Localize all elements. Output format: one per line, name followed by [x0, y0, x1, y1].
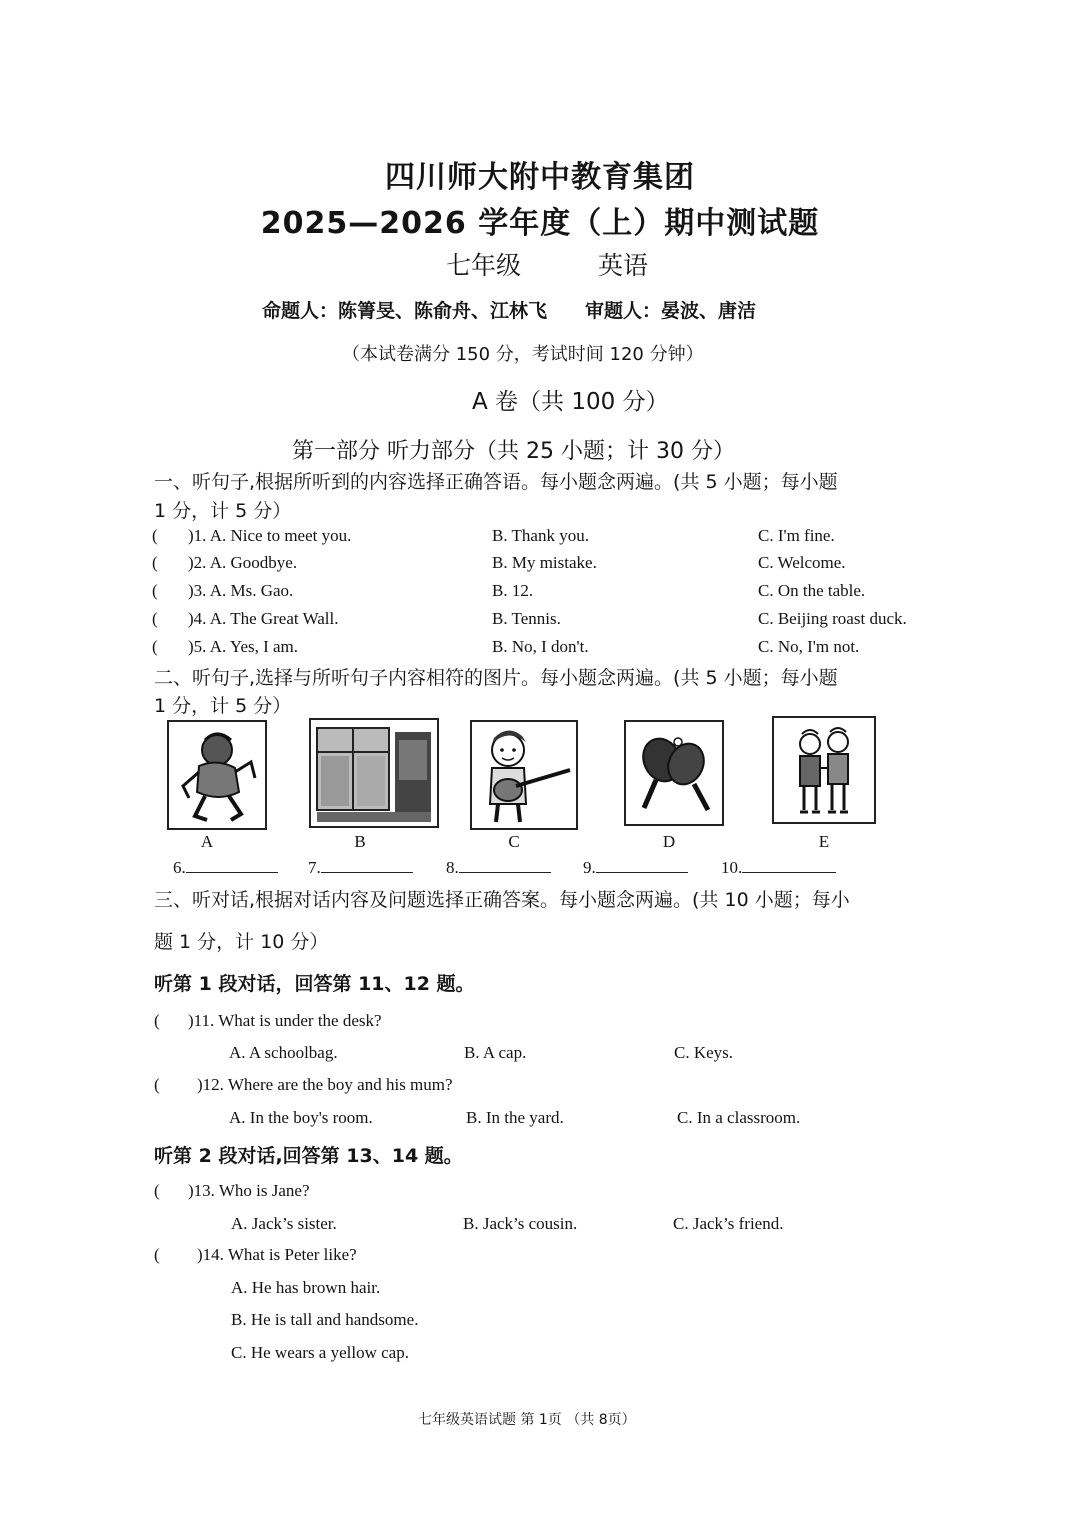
q13-stem: )13. Who is Jane? [188, 1181, 310, 1200]
boy-guitar-icon [472, 722, 576, 828]
q1-option-b: B. Thank you. [492, 526, 589, 545]
section3-instruction: 三、听对话,根据对话内容及问题选择正确答案。每小题念两遍。(共 10 小题；每小 [154, 889, 850, 911]
dialog2-title: 听第 2 段对话,回答第 13、14 题。 [154, 1145, 463, 1167]
page-footer: 七年级英语试题 第 1页 （共 8页） [418, 1412, 636, 1428]
q2-option-b: B. My mistake. [492, 553, 597, 572]
dancing-person-icon [169, 722, 265, 828]
q11-option-b: B. A cap. [464, 1043, 527, 1062]
paper-a-title: A 卷（共 100 分） [472, 389, 669, 415]
picture-e-label: E [818, 832, 830, 851]
picture-e [772, 716, 876, 824]
answer-blank-8[interactable] [446, 858, 551, 878]
section2-instruction: 二、听句子,选择与所听句子内容相符的图片。每小题念两遍。(共 5 小题；每小题 [154, 667, 838, 689]
q2-option-c: C. Welcome. [758, 553, 846, 572]
q2-option-a: )2. A. Goodbye. [188, 553, 298, 572]
blank-number: 10. [721, 858, 743, 877]
picture-c [470, 720, 578, 830]
dialog1-title: 听第 1 段对话，回答第 11、12 题。 [154, 973, 475, 995]
q12-option-c: C. In a classroom. [677, 1108, 801, 1127]
q5-option-b: B. No, I don't. [492, 637, 589, 656]
answer-paren[interactable]: ( [152, 553, 158, 572]
exam-note: （本试卷满分 150 分，考试时间 120 分钟） [342, 344, 704, 365]
q12-option-a: A. In the boy's room. [229, 1108, 373, 1127]
q13-option-b: B. Jack’s cousin. [463, 1214, 578, 1233]
section1-instruction: 一、听句子,根据所听到的内容选择正确答语。每小题念两遍。(共 5 小题；每小题 [154, 471, 838, 493]
q4-option-a: )4. A. The Great Wall. [188, 609, 339, 628]
answer-paren[interactable]: ( [154, 1181, 160, 1200]
picture-b [309, 718, 439, 828]
picture-a [167, 720, 267, 830]
q5-option-a: )5. A. Yes, I am. [188, 637, 299, 656]
section2-instruction-cont: 1 分，计 5 分） [154, 695, 292, 717]
q12-option-b: B. In the yard. [466, 1108, 564, 1127]
q3-option-a: )3. A. Ms. Gao. [188, 581, 294, 600]
q11-option-c: C. Keys. [674, 1043, 734, 1062]
subject-label: 英语 [598, 251, 649, 280]
picture-d-label: D [662, 832, 676, 851]
blank-number: 6. [173, 858, 186, 877]
q3-option-c: C. On the table. [758, 581, 866, 600]
answer-paren[interactable]: ( [152, 581, 158, 600]
ping-pong-paddles-icon [626, 722, 722, 824]
q13-option-a: A. Jack’s sister. [231, 1214, 337, 1233]
q14-option-c: C. He wears a yellow cap. [231, 1343, 409, 1362]
q3-option-b: B. 12. [492, 581, 534, 600]
part-one-title: 第一部分 听力部分（共 25 小题；计 30 分） [292, 439, 735, 464]
q1-option-a: )1. A. Nice to meet you. [188, 526, 352, 545]
section1-instruction-cont: 1 分，计 5 分） [154, 500, 292, 522]
picture-d [624, 720, 724, 826]
q11-stem: )11. What is under the desk? [188, 1011, 382, 1030]
q4-option-c: C. Beijing roast duck. [758, 609, 907, 628]
answer-paren[interactable]: ( [154, 1245, 160, 1264]
blank-number: 7. [308, 858, 321, 877]
q5-option-c: C. No, I'm not. [758, 637, 860, 656]
q4-option-b: B. Tennis. [492, 609, 561, 628]
school-name: 四川师大附中教育集团 [385, 160, 695, 195]
section3-instruction-cont: 题 1 分，计 10 分） [154, 931, 329, 953]
q14-stem: )14. What is Peter like? [197, 1245, 357, 1264]
two-people-icon [774, 718, 874, 822]
q12-stem: )12. Where are the boy and his mum? [197, 1075, 453, 1094]
answer-blank-10[interactable] [721, 858, 836, 878]
answer-paren[interactable]: ( [154, 1075, 160, 1094]
grade-label: 七年级 [446, 251, 522, 280]
answer-blank-7[interactable] [308, 858, 413, 878]
picture-a-label: A [200, 832, 214, 851]
answer-paren[interactable]: ( [154, 1011, 160, 1030]
answer-blank-9[interactable] [583, 858, 688, 878]
answer-paren[interactable]: ( [152, 609, 158, 628]
answer-paren[interactable]: ( [152, 637, 158, 656]
exam-title: 2025—2026 学年度（上）期中测试题 [260, 206, 820, 241]
room-window-icon [311, 720, 437, 826]
picture-b-label: B [354, 832, 366, 851]
q14-option-a: A. He has brown hair. [231, 1278, 381, 1297]
authors-line: 命题人：陈箐旻、陈俞舟、江林飞 审题人：晏波、唐洁 [262, 300, 757, 322]
picture-c-label: C [508, 832, 520, 851]
q13-option-c: C. Jack’s friend. [673, 1214, 784, 1233]
answer-blank-6[interactable] [173, 858, 278, 878]
q1-option-c: C. I'm fine. [758, 526, 835, 545]
blank-number: 9. [583, 858, 596, 877]
q11-option-a: A. A schoolbag. [229, 1043, 338, 1062]
blank-number: 8. [446, 858, 459, 877]
answer-paren[interactable]: ( [152, 526, 158, 545]
q14-option-b: B. He is tall and handsome. [231, 1310, 419, 1329]
